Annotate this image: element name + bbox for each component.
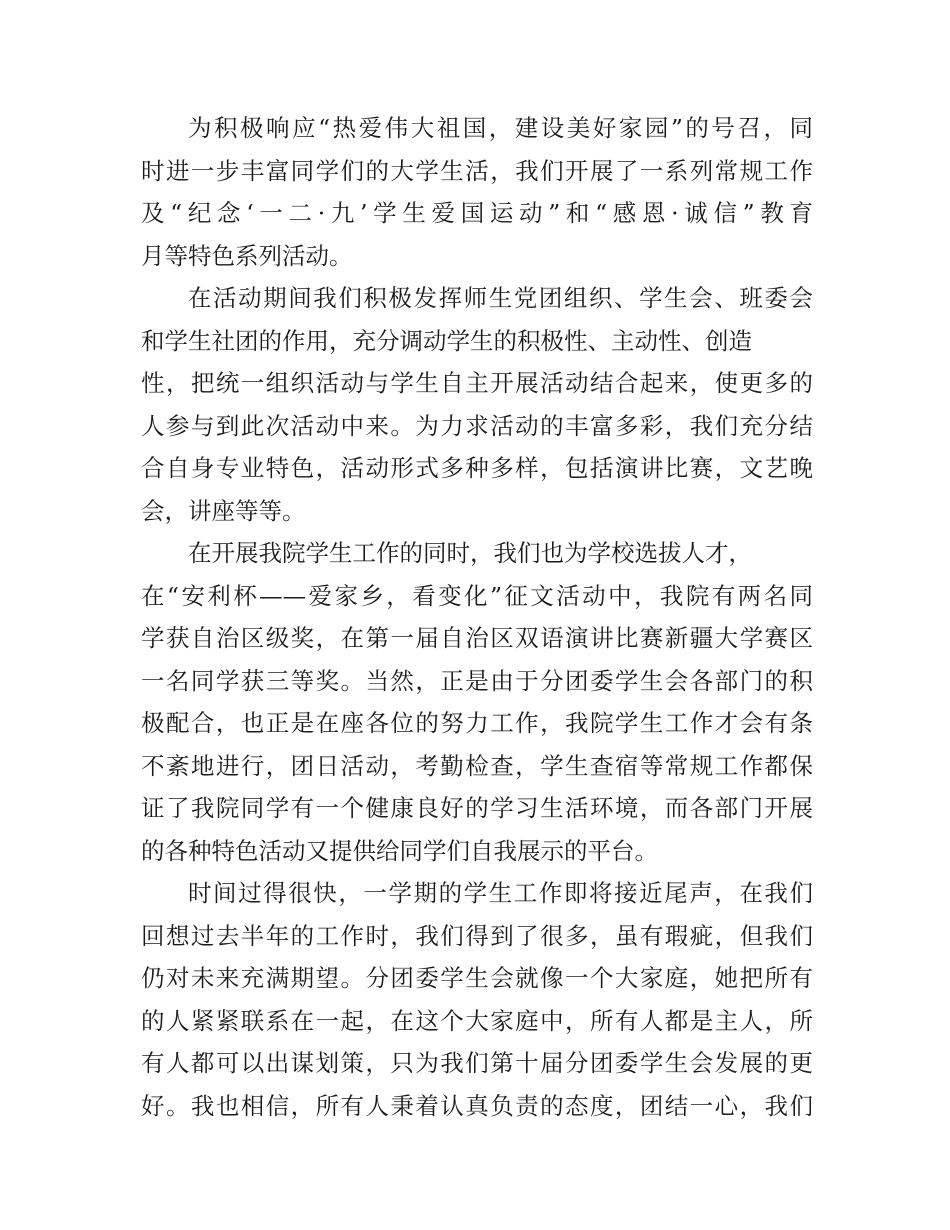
text-line: 人参与到此次活动中来。为力求活动的丰富多彩，我们充分结 xyxy=(141,411,813,440)
text-line: 合自身专业特色，活动形式多种多样，包括演讲比赛，文艺晚 xyxy=(141,454,813,482)
text-line: 在活动期间我们积极发挥师生党团组织、学生会、班委会 xyxy=(188,284,813,312)
text-line: 有人都可以出谋划策，只为我们第十届分团委学生会发展的更 xyxy=(141,1049,813,1077)
text-line: 好。我也相信，所有人秉着认真负责的态度，团结一心，我们 xyxy=(141,1091,813,1120)
text-line: 一名同学获三等奖。当然，正是由于分团委学生会各部门的积 xyxy=(141,666,813,695)
paragraph-4 xyxy=(141,872,813,1127)
text-line: 不紊地进行，团日活动，考勤检查，学生查宿等常规工作都保 xyxy=(141,751,813,780)
paragraph-3 xyxy=(141,532,813,872)
text-line: 的各种特色活动又提供给同学们自我展示的平台。 xyxy=(141,836,658,865)
text-line: 时进一步丰富同学们的大学生活，我们开展了一系列常规工作 xyxy=(141,156,813,185)
text-line: 学获自治区级奖，在第一届自治区双语演讲比赛新疆大学赛区 xyxy=(141,624,813,652)
text-line: 在开展我院学生工作的同时，我们也为学校选拔人才， xyxy=(188,539,752,567)
paragraph-2 xyxy=(141,277,813,532)
text-line: 时间过得很快，一学期的学生工作即将接近尾声，在我们 xyxy=(188,879,813,907)
paragraph-1 xyxy=(141,107,813,277)
text-line: 证了我院同学有一个健康良好的学习生活环境，而各部门开展 xyxy=(141,794,813,822)
text-line: 回想过去半年的工作时，我们得到了很多，虽有瑕疵，但我们 xyxy=(141,921,813,950)
text-line: 的人紧紧联系在一起，在这个大家庭中，所有人都是主人，所 xyxy=(141,1006,813,1035)
text-line: 性，把统一组织活动与学生自主开展活动结合起来，使更多的 xyxy=(141,369,813,397)
text-line: 为积极响应“热爱伟大祖国，建设美好家园”的号召，同 xyxy=(188,114,813,142)
text-line: 仍对未来充满期望。分团委学生会就像一个大家庭，她把所有 xyxy=(141,964,813,992)
text-line: 和学生社团的作用，充分调动学生的积极性、主动性、创造 xyxy=(141,326,752,355)
document-body xyxy=(141,107,813,1127)
text-line: 会，讲座等等。 xyxy=(141,496,306,525)
text-line: 在“安利杯——爱家乡，看变化”征文活动中，我院有两名同 xyxy=(141,581,813,610)
text-line: 及“纪念‘一二·九’学生爱国运动”和“感恩·诚信”教育 xyxy=(141,199,813,227)
text-line: 极配合，也正是在座各位的努力工作，我院学生工作才会有条 xyxy=(141,709,813,737)
text-line: 月等特色系列活动。 xyxy=(141,241,353,270)
